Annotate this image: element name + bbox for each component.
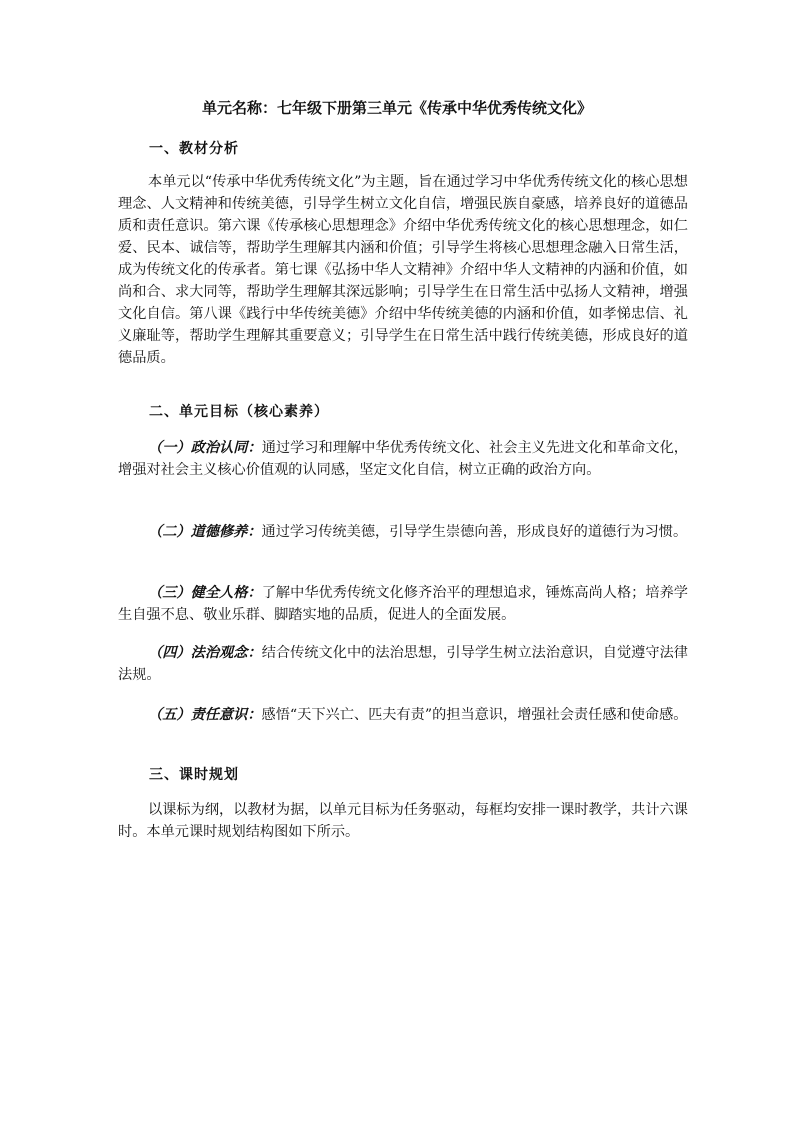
goal-paragraph-sense-of-responsibility	[118, 704, 688, 726]
lesson-planning-paragraph: 以课标为纲，以教材为据，以单元目标为任务驱动，每框均安排一课时教学，共计六课时。本单元课时规划结构图如下所示。	[118, 802, 688, 840]
goal-paragraph-sound-personality	[118, 582, 688, 626]
section-heading-unit-goals: 二、单元目标（核心素养）	[149, 404, 329, 420]
goal-text: 结合传统文化中的法治思想，引导学生树立法治意识，自觉遵守法律法规。	[118, 645, 688, 683]
goal-text: 通过学习传统美德，引导学生崇德向善，形成良好的道德行为习惯。	[261, 524, 688, 540]
section-heading-lesson-planning: 三、课时规划	[149, 767, 239, 783]
goal-paragraph-rule-of-law	[118, 642, 688, 686]
goal-label: （二）道德修养：	[148, 524, 262, 540]
goal-label: （四）法治观念：	[148, 645, 262, 661]
unit-title: 单元名称：七年级下册第三单元《传承中华优秀传统文化》	[201, 99, 592, 117]
goal-text: 感悟“天下兴亡、匹夫有责”的担当意识，增强社会责任感和使命感。	[261, 707, 688, 723]
goal-text: 通过学习和理解中华优秀传统文化、社会主义先进文化和革命文化，增强对社会主义核心价值观的认同感，坚定文化自信，树立正确的政治方向。	[118, 440, 688, 478]
goal-paragraph-political-identity	[118, 437, 688, 481]
textbook-analysis-paragraph: 本单元以“传承中华优秀传统文化”为主题，旨在通过学习中华优秀传统文化的核心思想理念、人文精神和传统美德，引导学生树立文化自信，增强民族自豪感，培养良好的道德品质和责任意识。第六课《传承核心思想理念》介绍中华优秀传统文化的核心思想理念，如仁爱、民本、诚信等，帮助学生理解其内涵和价值；引导学生将核心思想理念融入日常生活，成为传统文化的传承者。第七课《弘扬中华人文精神》介绍中华人文精神的内涵和价值，如尚和合、求大同等，帮助学生理解其深远影响；引导学生在日常生活中弘扬人文精神，增强文化自信。第八课《践行中华传统美德》介绍中华传统美德的内涵和价值，如孝悌忠信、礼义廉耻等，帮助学生理解其重要意义；引导学生在日常生活中践行传统美德，形成良好的道德品质。	[118, 174, 688, 366]
goal-label: （五）责任意识：	[148, 707, 262, 723]
goal-paragraph-moral-cultivation	[118, 521, 688, 543]
goal-text: 了解中华优秀传统文化修齐治平的理想追求，锤炼高尚人格；培养学生自强不息、敬业乐群、脚踏实地的品质，促进人的全面发展。	[118, 585, 688, 623]
goal-label: （三）健全人格：	[148, 585, 262, 601]
section-heading-textbook-analysis: 一、教材分析	[149, 141, 239, 157]
goal-label: （一）政治认同：	[148, 440, 262, 456]
